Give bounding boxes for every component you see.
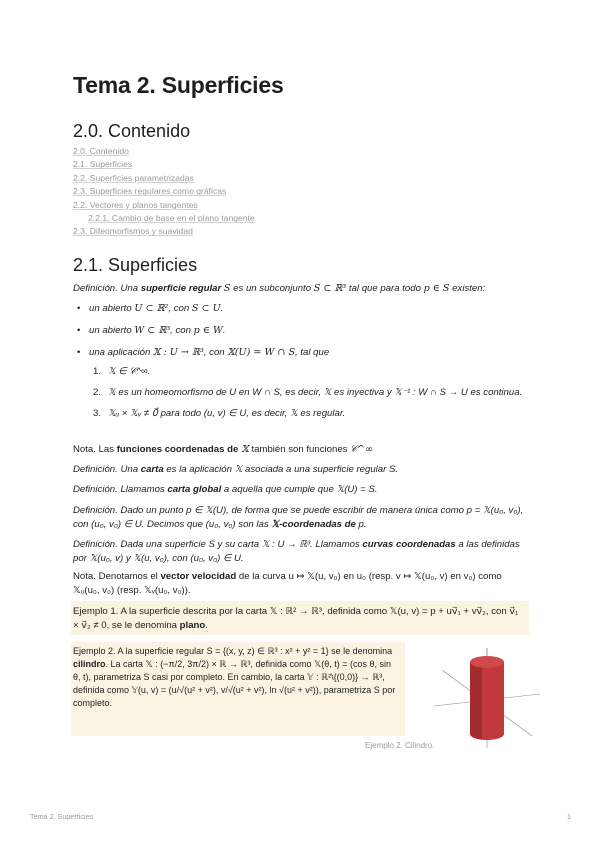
page-number: 1 bbox=[567, 812, 571, 821]
toc-link[interactable]: 2.0. Contenido bbox=[73, 146, 129, 156]
footer-title: Tema 2. Superficies bbox=[30, 812, 94, 821]
cylinder-top bbox=[470, 656, 504, 668]
section-heading-contenido: 2.0. Contenido bbox=[73, 121, 191, 141]
toc-link[interactable]: 2.2. Superficies parametrizadas bbox=[73, 172, 194, 183]
toc-link[interactable]: 2.1. Superficies bbox=[73, 159, 133, 170]
definition-chart: Definición. Una carta es la aplicación 𝕏 asociada a una superficie regular S. bbox=[73, 464, 399, 475]
definition-global-chart: Definición. Llamamos carta global a aquella que cumple que 𝕏(U) = S. bbox=[73, 484, 378, 495]
table-of-contents bbox=[73, 145, 255, 239]
toc-link-sub[interactable]: 2.2.1. Cambio de base en el plano tangente bbox=[88, 213, 255, 224]
conditions-list bbox=[73, 302, 329, 368]
toc-link[interactable]: 2.2. Vectores y planos tangentes bbox=[73, 199, 198, 210]
definition-coordinate-curves: Definición. Dada una superficie S y su carta 𝕏 : U → ℝ³. Llamamos curvas coordenadas a las definidas por 𝕏(u₀, v) y 𝕏(u, v₀), con (u₀, v₀) ∈ U. bbox=[73, 539, 520, 564]
list-item: • un abierto U ⊂ ℝ², con S ⊂ U. bbox=[73, 302, 329, 324]
note-coordinate-functions: Nota. Las funciones coordenadas de 𝕏 también son funciones 𝒞^∞ bbox=[73, 444, 374, 455]
cylinder-shade bbox=[470, 662, 482, 740]
cylinder-figure bbox=[432, 648, 542, 748]
page-title: Tema 2. Superficies bbox=[73, 72, 284, 98]
list-item: • una aplicación 𝕏 : U → ℝ³, con 𝕏(U) = W ∩ S, tal que bbox=[73, 346, 329, 368]
list-item: 1. 𝕏 ∈ 𝒞^∞. bbox=[93, 366, 151, 377]
example-plane: Ejemplo 1. A la superficie descrita por la carta 𝕏 : ℝ² → ℝ³, definida como 𝕏(u, v) = p + uv⃗₁ + vv⃗₂, con v⃗₁ × v⃗₂ ≠ 0, se le denomina plano. bbox=[73, 606, 519, 631]
toc-link[interactable]: 2.3. Superficies regulares como gráficas bbox=[73, 186, 227, 197]
toc-link[interactable]: 2.3. Difeomorfismos y suavidad bbox=[73, 226, 193, 237]
note-velocity-vector: Nota. Denotamos el vector velocidad de la curva u ↦ 𝕏(u, v₀) en u₀ (resp. v ↦ 𝕏(u₀, v) en v₀) como 𝕏ᵤ(u₀, v₀) (resp. 𝕏ᵥ(u₀, v₀)). bbox=[73, 571, 502, 596]
definition-coordinates: Definición. Dado un punto p ∈ 𝕏(U), de forma que se puede escribir de manera única como p = 𝕏(u₀, v₀), con (u₀, v₀) ∈ U. Decimos que (u₀, v₀) son las 𝕏-coordenadas de p. bbox=[73, 505, 524, 530]
example-cylinder: Ejemplo 2. A la superficie regular S = {(x, y, z) ∈ ℝ³ : x² + y² = 1} se le denomina cilindro. La carta 𝕏 : (−π/2, 3π/2) × ℝ → ℝ³, definida como 𝕏(θ, t) = (cos θ, sin θ, t), parametriza S casi por completo. En cambio, la carta 𝕐 : ℝ²\{(0,0)} → ℝ³, definida como 𝕐(u, v) = (u/√(u² + v²), v/√(u² + v²), ln √(u² + v²)), parametriza S por completo. bbox=[73, 646, 396, 708]
list-item: • un abierto W ⊂ ℝ³, con p ∈ W. bbox=[73, 324, 329, 346]
list-item: 2. 𝕏 es un homeomorfismo de U en W ∩ S, es decir, 𝕏 es inyectiva y 𝕏⁻¹ : W ∩ S → U es continua. bbox=[93, 387, 523, 398]
list-item: 3. 𝕏ᵤ × 𝕏ᵥ ≠ 0⃗ para todo (u, v) ∈ U, es decir, 𝕏 es regular. bbox=[93, 408, 346, 419]
figure-caption: Ejemplo 2. Cilindro. bbox=[365, 741, 435, 750]
section-heading-superficies: 2.1. Superficies bbox=[73, 255, 198, 275]
definition-surface: Definición. Una superficie regular S es un subconjunto S ⊂ ℝ³ tal que para todo p ∈ S existen: bbox=[73, 283, 486, 294]
numbered-conditions bbox=[93, 364, 529, 422]
